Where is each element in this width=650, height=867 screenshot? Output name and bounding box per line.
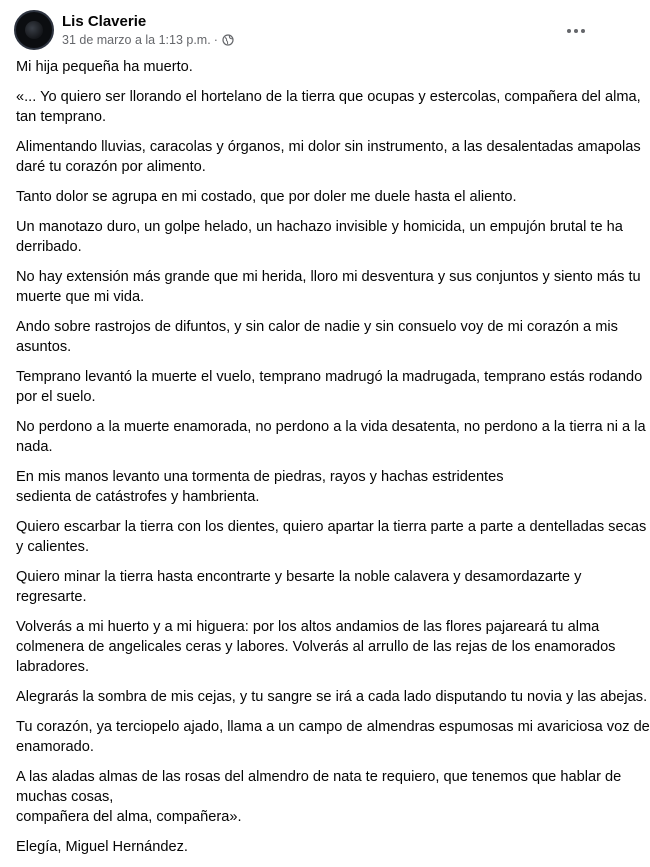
post-paragraph <box>16 137 641 177</box>
post-text-line: Mi hija pequeña ha muerto. <box>16 59 193 75</box>
post-text-line: derribado. <box>16 239 82 255</box>
post-text-line: y calientes. <box>16 539 90 555</box>
post-text-line: labradores. <box>16 659 90 675</box>
post-text-line: tan temprano. <box>16 109 107 125</box>
post-text-line: nada. <box>16 439 53 455</box>
post-text-line: A las aladas almas de las rosas del almendro de nata te requiero, que tenemos que hablar de <box>16 769 622 785</box>
more-horizontal-icon <box>566 21 586 39</box>
globe-icon[interactable] <box>222 34 234 46</box>
post-text-line: Un manotazo duro, un golpe helado, un hachazo invisible y homicida, un empujón brutal te ha <box>16 219 623 235</box>
post-paragraph <box>16 467 596 507</box>
post-text-line: asuntos. <box>16 339 72 355</box>
post-paragraph <box>16 717 650 757</box>
author-avatar[interactable] <box>14 10 54 50</box>
post-paragraph <box>16 687 648 707</box>
post-text-line: colmenera de angelicales ceras y labores. Volverás al arrullo de las rejas de los enamorados <box>16 639 616 655</box>
post-text-line: Elegía, Miguel Hernández. <box>16 839 188 855</box>
post-paragraph <box>16 57 596 77</box>
post-paragraph <box>16 567 596 607</box>
post-paragraph <box>16 417 646 457</box>
post-paragraph <box>16 517 647 557</box>
post-timestamp[interactable]: 31 de marzo a la 1:13 p.m. <box>62 32 211 47</box>
post-paragraph <box>16 367 643 407</box>
post-text-line: sedienta de catástrofes y hambrienta. <box>16 489 260 505</box>
post-text-line: «... Yo quiero ser llorando el hortelano de la tierra que ocupas y estercolas, compañera del alma, <box>16 89 641 105</box>
post-text-line: Tanto dolor se agrupa en mi costado, que por doler me duele hasta el aliento. <box>16 189 517 205</box>
post-paragraph <box>16 617 616 677</box>
post-text-line: No perdono a la muerte enamorada, no perdono a la vida desatenta, no perdono a la tierra ni a la <box>16 419 646 435</box>
post-text-line: muchas cosas, <box>16 789 114 805</box>
post-paragraph <box>16 837 596 857</box>
post-text-line: compañera del alma, compañera». <box>16 809 242 825</box>
post-text-line: por el suelo. <box>16 389 96 405</box>
post-meta <box>62 12 234 49</box>
post-paragraph <box>16 767 622 827</box>
post-text-line: regresarte. <box>16 589 87 605</box>
post-text-line: Tu corazón, ya terciopelo ajado, llama a un campo de almendras espumosas mi avariciosa voz de <box>16 719 650 735</box>
post-text-line: Alegrarás la sombra de mis cejas, y tu sangre se irá a cada lado disputando tu novia y las abejas. <box>16 689 648 705</box>
post-paragraph <box>16 267 641 307</box>
post-text-line: Quiero escarbar la tierra con los dientes, quiero apartar la tierra parte a parte a dentelladas secas <box>16 519 647 535</box>
post-text-line: Ando sobre rastrojos de difuntos, y sin calor de nadie y sin consuelo voy de mi corazón a mis <box>16 319 618 335</box>
separator-dot: · <box>213 32 218 47</box>
post-header <box>14 10 600 50</box>
post-subline <box>62 32 234 49</box>
post-body <box>16 57 650 867</box>
post-text-line: Temprano levantó la muerte el vuelo, temprano madrugó la madrugada, temprano estás rodando <box>16 369 643 385</box>
post-paragraph <box>16 217 623 257</box>
post-paragraph <box>16 87 641 127</box>
post-paragraph <box>16 187 596 207</box>
post-text-line: muerte que mi vida. <box>16 289 145 305</box>
more-options-button[interactable] <box>562 16 590 44</box>
post-text-line: En mis manos levanto una tormenta de piedras, rayos y hachas estridentes <box>16 469 504 485</box>
author-name[interactable]: Lis Claverie <box>62 12 147 30</box>
post-text-line: daré tu corazón por alimento. <box>16 159 206 175</box>
post-text-line: Alimentando lluvias, caracolas y órganos, mi dolor sin instrumento, a las desalentadas amapolas <box>16 139 641 155</box>
post-text-line: Quiero minar la tierra hasta encontrarte y besarte la noble calavera y desamordazarte y <box>16 569 582 585</box>
post-text-line: Volverás a mi huerto y a mi higuera: por los altos andamios de las flores pajareará tu alma <box>16 619 600 635</box>
post-text-line: No hay extensión más grande que mi herida, lloro mi desventura y sus conjuntos y siento más tu <box>16 269 641 285</box>
post-paragraph <box>16 317 618 357</box>
post-text-line: enamorado. <box>16 739 94 755</box>
